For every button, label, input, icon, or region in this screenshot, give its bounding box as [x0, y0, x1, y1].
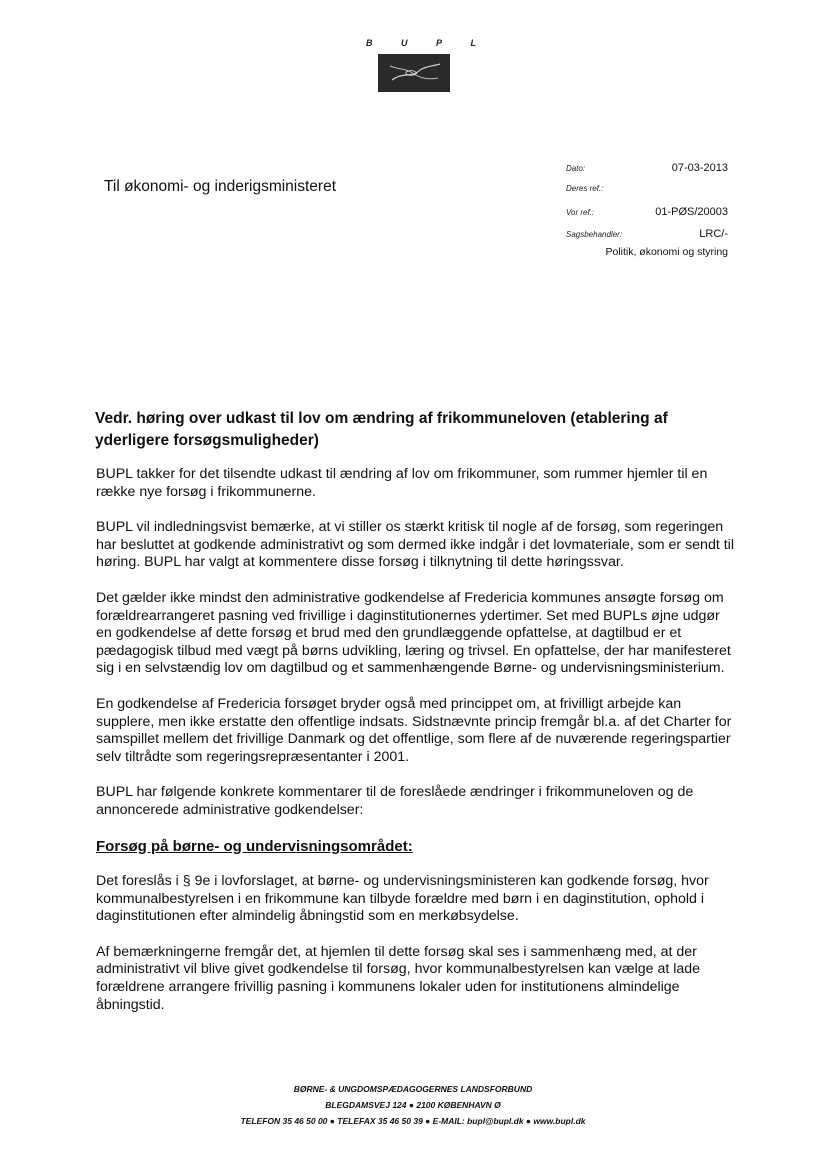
handshake-icon	[378, 54, 450, 92]
letter-footer	[0, 1081, 826, 1129]
letter-body	[96, 466, 736, 1032]
footer-address: BLEGDAMSVEJ 124 ● 2100 KØBENHAVN Ø	[325, 1100, 501, 1110]
date-value: 07-03-2013	[671, 162, 728, 174]
paragraph: Det gælder ikke mindst den administrative godkendelse af Fredericia kommunes ansøgte forsøg om forældrearrangeret pasning ved frivillige i daginstitutionernes ydertimer. Set med BUPLs øjne udgør en godkendelse af dette forsøg et brud med den grundlæggende opfattelse, at dagtilbud er et pædagogisk tilbud med vægt på børns udvikling, læring og trivsel. En opfattelse, der har manifesteret sig i en selvstændig lov om dagtilbud og et sammenhængende Børne- og undervisningsministerium.	[96, 589, 731, 677]
paragraph: En godkendelse af Fredericia forsøget bryder også med princippet om, at frivilligt arbejde kan supplere, men ikke erstatte den offentlige indsats. Sidstnævnte princip fremgår bl.a. af det Charter for samspillet mellem det frivillige Danmark og det offentlige, som flere af de nuværende regeringspartier selv tiltrådte som regeringsrepræsentanter i 2001.	[96, 695, 732, 765]
paragraph: BUPL vil indledningsvist bemærke, at vi stiller os stærkt kritisk til nogle af de forsøg, som regeringen har besluttet at godkende administrativt og som dermed ikke indgår i det lovmateriale, som er sendt til høring. BUPL har valgt at kommentere disse forsøg i tilknytning til dette høringssvar.	[96, 519, 734, 571]
letterhead-letter-u: U	[400, 38, 408, 48]
paragraph: BUPL har følgende konkrete kommentarer til de foreslåede ændringer i frikommuneloven og de annoncerede administrative godkendelser:	[96, 784, 694, 818]
paragraph: BUPL takker for det tilsendte udkast til ændring af lov om frikommuner, som rummer hjemler til en række nye forsøg i frikommunerne.	[96, 466, 708, 500]
recipient: Til økonomi- og inderigsministeret	[104, 178, 337, 195]
our-ref-row	[566, 206, 728, 228]
footer-organization: BØRNE- & UNGDOMSPÆDAGOGERNES LANDSFORBUND	[293, 1084, 533, 1094]
our-ref-value: 01-PØS/20003	[655, 206, 728, 218]
bupl-logo	[378, 54, 450, 92]
footer-contact: TELEFON 35 46 50 00 ● TELEFAX 35 46 50 39 ● E-MAIL: bupl@bupl.dk ● www.bupl.dk	[240, 1116, 586, 1126]
handler-label: Sagsbehandler:	[566, 230, 623, 239]
section-heading: Forsøg på børne- og undervisningsområdet:	[96, 837, 413, 855]
your-ref-label: Deres ref.:	[566, 184, 604, 193]
paragraph: Af bemærkningerne fremgår det, at hjemlen til dette forsøg skal ses i sammenhæng med, at der administrativt vil blive givet godkendelse til forsøg, hvor kommunalbestyrelsen kan vælge at lade forældrene arrangere frivillig pasning i kommunens lokaler uden for institutionens almindelige åbningstid.	[96, 943, 701, 1013]
date-label: Dato:	[566, 164, 586, 173]
department: Politik, økonomi og styring	[605, 246, 728, 258]
reference-block	[566, 162, 728, 258]
letterhead-letter-b: B	[366, 38, 373, 48]
date-row	[566, 162, 728, 184]
your-ref-row	[566, 184, 728, 206]
letter-title: Vedr. høring over udkast til lov om ændring af frikommuneloven (etablering af yderligere forsøgsmuligheder)	[95, 410, 668, 449]
our-ref-label: Vor ref.:	[566, 208, 595, 217]
letterhead-letters	[366, 38, 476, 48]
paragraph: Det foreslås i § 9e i lovforslaget, at børne- og undervisningsministeren kan godkende forsøg, hvor kommunalbestyrelsen i en frikommune kan tilbyde forældre med børn i en daginstitution, ophold i daginstitutionen efter almindelig åbningstid som en merkøbsydelse.	[96, 873, 709, 925]
letterhead-letter-p: P	[435, 38, 442, 48]
letterhead-letter-l: L	[470, 38, 476, 48]
handler-value: LRC/-	[699, 228, 728, 240]
